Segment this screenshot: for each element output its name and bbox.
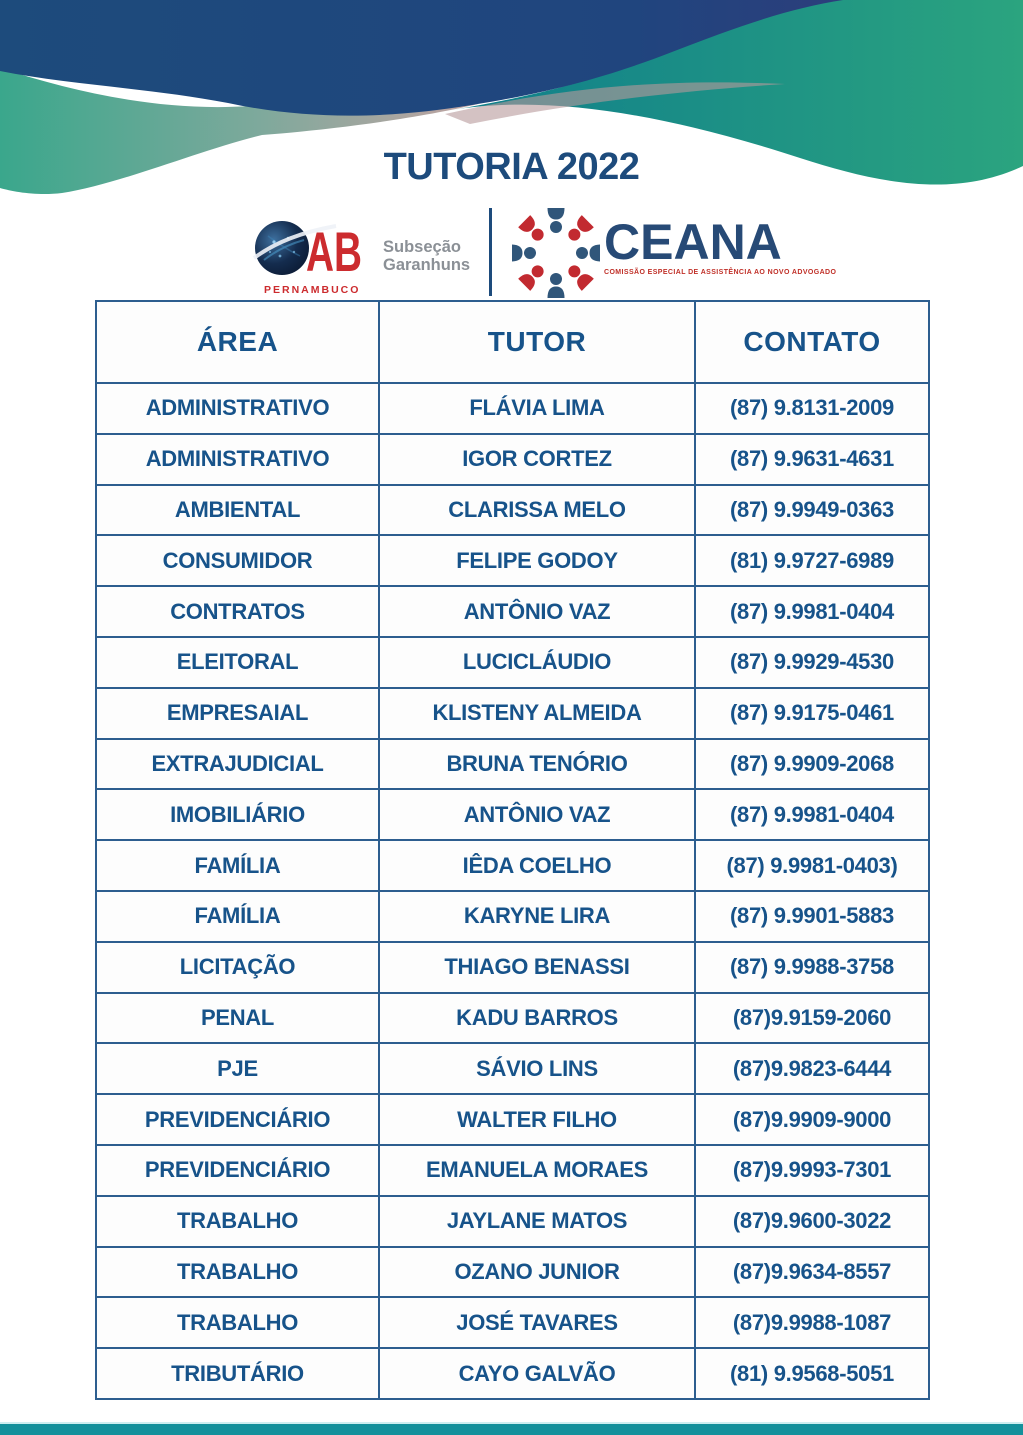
cell-tutor: BRUNA TENÓRIO [379,739,695,790]
cell-contato: (87) 9.9981-0404 [695,789,929,840]
cell-area: FAMÍLIA [96,840,379,891]
table-row [96,586,929,637]
oab-subsection-line2: Garanhuns [383,256,471,274]
cell-contato: (87) 9.9929-4530 [695,637,929,688]
cell-tutor: JAYLANE MATOS [379,1196,695,1247]
cell-tutor: JOSÉ TAVARES [379,1297,695,1348]
table-row [96,1297,929,1348]
cell-tutor: SÁVIO LINS [379,1043,695,1094]
cell-area: TRIBUTÁRIO [96,1348,379,1399]
tutors-table [95,300,930,1400]
table-row [96,1196,929,1247]
cell-contato: (87) 9.8131-2009 [695,383,929,434]
oab-region-label: PERNAMBUCO [264,284,361,296]
cell-contato: (87)9.9909-9000 [695,1094,929,1145]
cell-contato: (87) 9.9949-0363 [695,485,929,536]
cell-tutor: ANTÔNIO VAZ [379,586,695,637]
cell-contato: (87) 9.9981-0404 [695,586,929,637]
cell-tutor: THIAGO BENASSI [379,942,695,993]
cell-tutor: KADU BARROS [379,993,695,1044]
cell-area: ADMINISTRATIVO [96,383,379,434]
cell-area: TRABALHO [96,1247,379,1298]
cell-area: PENAL [96,993,379,1044]
cell-tutor: FELIPE GODOY [379,535,695,586]
cell-contato: (87)9.9823-6444 [695,1043,929,1094]
cell-area: TRABALHO [96,1196,379,1247]
cell-tutor: KLISTENY ALMEIDA [379,688,695,739]
cell-contato: (87)9.9988-1087 [695,1297,929,1348]
ceana-emblem-icon [512,208,600,298]
cell-tutor: FLÁVIA LIMA [379,383,695,434]
cell-tutor: CLARISSA MELO [379,485,695,536]
ceana-name: CEANA [604,214,782,270]
cell-contato: (81) 9.9568-5051 [695,1348,929,1399]
cell-area: IMOBILIÁRIO [96,789,379,840]
table-row [96,1043,929,1094]
page-title: TUTORIA 2022 [383,146,640,188]
cell-area: AMBIENTAL [96,485,379,536]
table-row [96,485,929,536]
cell-area: ADMINISTRATIVO [96,434,379,485]
cell-contato: (81) 9.9727-6989 [695,535,929,586]
cell-contato: (87) 9.9981-0403) [695,840,929,891]
footer-bar [0,1424,1023,1435]
cell-tutor: CAYO GALVÃO [379,1348,695,1399]
cell-contato: (87) 9.9631-4631 [695,434,929,485]
cell-area: EMPRESAIAL [96,688,379,739]
cell-contato: (87) 9.9988-3758 [695,942,929,993]
cell-area: TRABALHO [96,1297,379,1348]
table-row [96,688,929,739]
table-row [96,993,929,1044]
cell-tutor: OZANO JUNIOR [379,1247,695,1298]
cell-area: CONSUMIDOR [96,535,379,586]
cell-area: EXTRAJUDICIAL [96,739,379,790]
logo-divider [489,208,492,296]
table-row [96,637,929,688]
cell-area: PREVIDENCIÁRIO [96,1145,379,1196]
oab-letters: AB [306,220,362,283]
column-header-area: ÁREA [96,301,379,383]
table-row [96,942,929,993]
cell-contato: (87) 9.9175-0461 [695,688,929,739]
table-row [96,1348,929,1399]
table-row [96,1247,929,1298]
cell-tutor: IÊDA COELHO [379,840,695,891]
cell-contato: (87)9.9159-2060 [695,993,929,1044]
table-row [96,434,929,485]
table-row [96,789,929,840]
table-row [96,739,929,790]
table-row [96,535,929,586]
cell-contato: (87)9.9993-7301 [695,1145,929,1196]
oab-logo [250,208,480,303]
cell-contato: (87)9.9634-8557 [695,1247,929,1298]
cell-area: FAMÍLIA [96,891,379,942]
cell-tutor: LUCICLÁUDIO [379,637,695,688]
tutors-table-body [96,383,929,1399]
table-row [96,383,929,434]
cell-tutor: IGOR CORTEZ [379,434,695,485]
cell-contato: (87) 9.9909-2068 [695,739,929,790]
cell-area: ELEITORAL [96,637,379,688]
cell-area: PJE [96,1043,379,1094]
cell-area: PREVIDENCIÁRIO [96,1094,379,1145]
logos-row [0,204,1023,302]
table-row [96,1094,929,1145]
ceana-tagline: COMISSÃO ESPECIAL DE ASSISTÊNCIA AO NOVO ADVOGADO [604,269,837,276]
oab-subsection-line1: Subseção [383,238,461,256]
cell-area: LICITAÇÃO [96,942,379,993]
column-header-tutor: TUTOR [379,301,695,383]
ceana-logo [512,208,836,298]
cell-contato: (87)9.9600-3022 [695,1196,929,1247]
cell-tutor: KARYNE LIRA [379,891,695,942]
table-row [96,840,929,891]
cell-tutor: ANTÔNIO VAZ [379,789,695,840]
cell-tutor: EMANUELA MORAES [379,1145,695,1196]
cell-contato: (87) 9.9901-5883 [695,891,929,942]
table-header-row [96,301,929,383]
column-header-contato: CONTATO [695,301,929,383]
cell-area: CONTRATOS [96,586,379,637]
table-row [96,891,929,942]
cell-tutor: WALTER FILHO [379,1094,695,1145]
table-row [96,1145,929,1196]
